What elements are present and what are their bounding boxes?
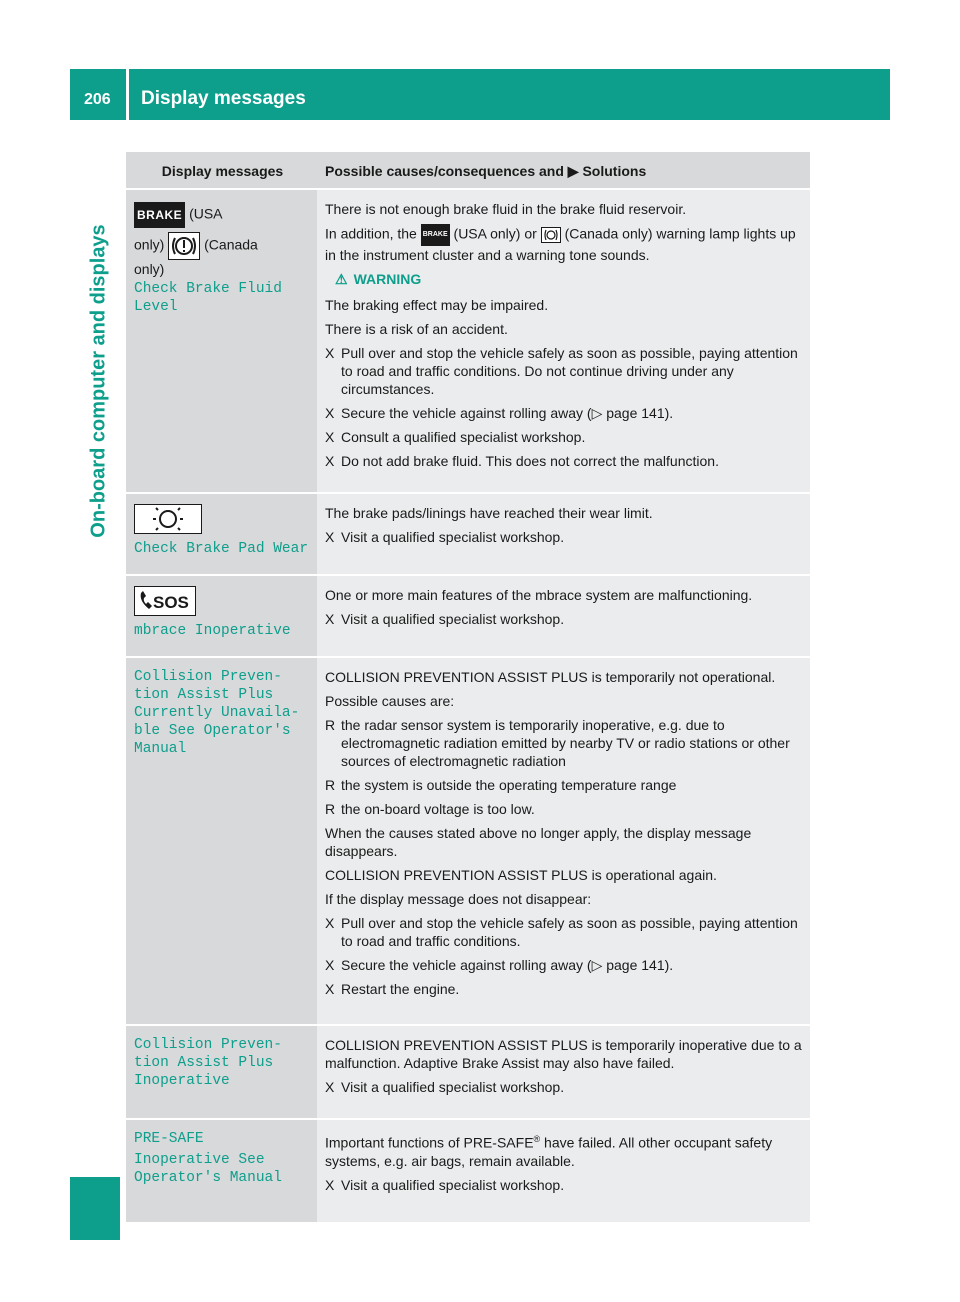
step-text: Visit a qualified specialist workshop. (341, 1079, 565, 1095)
message-line: Collision Preven‐ (134, 669, 282, 685)
cause-text-part: have failed. All other occupant safety systems, e.g. air bags, remain available. (325, 1134, 773, 1169)
table-row (126, 1119, 810, 1222)
header-causes-text: Possible causes/consequences and (325, 163, 564, 179)
table-row (126, 575, 810, 657)
cause-text: The brake pads/linings have reached their wear limit. (325, 505, 653, 521)
step-marker-icon: X (325, 429, 335, 445)
step-text: Secure the vehicle against rolling away (▷ page 141). (341, 957, 674, 973)
page-number: 206 (84, 91, 111, 108)
message-line: Inoperative (134, 1073, 230, 1089)
label-canada-only: only) (134, 261, 165, 277)
step-item (325, 914, 804, 950)
step-text: Visit a qualified specialist workshop. (341, 1176, 565, 1193)
step-marker-icon: X (325, 981, 335, 997)
step-item (325, 1176, 804, 1194)
label-usa: (USA (189, 205, 223, 222)
header-solutions-text: Solutions (582, 163, 647, 179)
page-title: Display messages (141, 88, 306, 109)
message-cell (126, 1119, 317, 1222)
step-marker-icon: X (325, 1079, 335, 1095)
step-text: Pull over and stop the vehicle safely as soon as possible, paying attention to road and traffic conditions. (341, 915, 798, 949)
step-item (325, 1078, 804, 1096)
message-mbrace-inoperative: mbrace Inoperative (134, 623, 291, 639)
step-item (325, 452, 804, 470)
step-item (325, 404, 804, 422)
message-check-brake-pad-wear: Check Brake Pad Wear (134, 541, 309, 557)
step-text: Consult a qualified specialist workshop. (341, 429, 586, 445)
cause-item-text: the radar sensor system is temporarily inoperative, e.g. due to electromagnetic radiation emitted by nearby TV or radio stations or other sources of electromagnetic radiation (341, 717, 790, 769)
cause-text-part: (Canada only) warning lamp lights up in the instrument cluster and a warning tone sounds. (325, 225, 796, 263)
message-cell (126, 575, 317, 657)
cause-text: There is not enough brake fluid in the brake fluid reservoir. (325, 201, 687, 217)
step-marker-icon: X (325, 529, 335, 545)
header-divider (126, 69, 129, 120)
cause-item (325, 776, 804, 794)
brake-warning-icon: BRAKE (134, 202, 185, 228)
step-item (325, 610, 804, 628)
causes-cell (317, 1119, 810, 1222)
causes-cell (317, 1025, 810, 1119)
message-line: Collision Preven‐ (134, 1037, 282, 1053)
step-marker-icon: X (325, 405, 335, 421)
causes-cell (317, 575, 810, 657)
cause-text: Possible causes are: (325, 693, 455, 709)
message-line: PRE-SAFE (134, 1131, 204, 1147)
step-marker-icon: X (325, 957, 335, 973)
cause-text-part: In addition, the (325, 225, 417, 242)
play-arrow-icon: ▶ (567, 163, 579, 179)
step-marker-icon: X (325, 345, 335, 361)
step-marker-icon: X (325, 1176, 335, 1193)
side-tab-text: On-board computer and displays (87, 224, 110, 538)
label-usa-only: only) (134, 236, 165, 253)
cause-item-text: the on-board voltage is too low. (341, 801, 535, 817)
sos-phone-icon (134, 586, 196, 616)
message-cell (126, 1025, 317, 1119)
cause-text (325, 224, 804, 264)
causes-cell (317, 189, 810, 493)
cause-text: COLLISION PREVENTION ASSIST PLUS is temporarily inoperative due to a malfunction. Adaptive Brake Assist may also have failed. (325, 1037, 802, 1071)
message-line: Operator's Manual (134, 1170, 282, 1186)
step-text: Secure the vehicle against rolling away (▷ page 141). (341, 405, 674, 421)
causes-cell (317, 657, 810, 1025)
cause-marker-icon: R (325, 717, 336, 733)
cause-item-text: the system is outside the operating temperature range (341, 777, 677, 793)
warning-text: There is a risk of an accident. (325, 321, 508, 337)
warning-text: The braking effect may be impaired. (325, 297, 549, 313)
header-causes (317, 152, 810, 189)
cause-text-part: Important functions of PRE-SAFE (325, 1134, 534, 1151)
table-row (126, 657, 810, 1025)
label-canada: (Canada (204, 236, 258, 253)
warning-triangle-icon: ⚠ (335, 271, 348, 287)
message-line: Manual (134, 741, 187, 757)
cause-item (325, 716, 804, 770)
cause-text: COLLISION PREVENTION ASSIST PLUS is operational again. (325, 867, 717, 883)
step-item (325, 956, 804, 974)
cause-item (325, 800, 804, 818)
step-item (325, 344, 804, 398)
cause-text: When the causes stated above no longer apply, the display message disappears. (325, 825, 752, 859)
cause-text: If the display message does not disappear: (325, 891, 592, 907)
brake-warning-icon: BRAKE (421, 224, 450, 246)
side-tab (81, 146, 117, 616)
message-cell (126, 189, 317, 493)
table-header-row (126, 152, 810, 189)
header-display-messages: Display messages (126, 152, 317, 189)
message-line: Currently Unavaila‐ (134, 705, 300, 721)
cause-marker-icon: R (325, 801, 336, 817)
table-row (126, 189, 810, 493)
brake-pad-wear-icon (134, 504, 202, 534)
display-messages-table (126, 152, 810, 1222)
step-text: Pull over and stop the vehicle safely as soon as possible, paying attention to road and traffic conditions. Do not continue driving under any circumstances. (341, 345, 798, 397)
causes-cell (317, 493, 810, 575)
table-row (126, 493, 810, 575)
brake-circle-warning-icon (541, 227, 561, 243)
message-cell (126, 657, 317, 1025)
message-line: tion Assist Plus (134, 1055, 274, 1071)
table-row (126, 1025, 810, 1119)
step-item (325, 428, 804, 446)
warning-heading (335, 270, 804, 288)
message-check-brake-fluid-2: Level (134, 299, 178, 315)
cause-text: One or more main features of the mbrace system are malfunctioning. (325, 587, 753, 603)
step-marker-icon: X (325, 611, 335, 627)
cause-text (325, 1130, 804, 1170)
step-text: Restart the engine. (341, 981, 460, 997)
step-item (325, 980, 804, 998)
step-marker-icon: X (325, 915, 335, 931)
step-text: Do not add brake fluid. This does not correct the malfunction. (341, 453, 719, 469)
brake-circle-warning-icon (168, 232, 200, 260)
message-line: Inoperative See (134, 1152, 265, 1168)
message-line: ble See Operator's (134, 723, 291, 739)
cause-text: COLLISION PREVENTION ASSIST PLUS is temporarily not operational. (325, 669, 776, 685)
message-cell (126, 493, 317, 575)
message-check-brake-fluid-1: Check Brake Fluid (134, 281, 282, 297)
cause-text-part: (USA only) or (453, 225, 537, 242)
step-text: Visit a qualified specialist workshop. (341, 529, 565, 545)
warning-label: WARNING (353, 271, 422, 287)
step-marker-icon: X (325, 453, 335, 469)
sos-icon-label: SOS (153, 593, 189, 612)
registered-mark: ® (533, 1134, 541, 1144)
message-line: tion Assist Plus (134, 687, 274, 703)
side-tab-block (70, 1177, 120, 1240)
step-text: Visit a qualified specialist workshop. (341, 611, 565, 627)
step-item (325, 528, 804, 546)
cause-marker-icon: R (325, 777, 336, 793)
